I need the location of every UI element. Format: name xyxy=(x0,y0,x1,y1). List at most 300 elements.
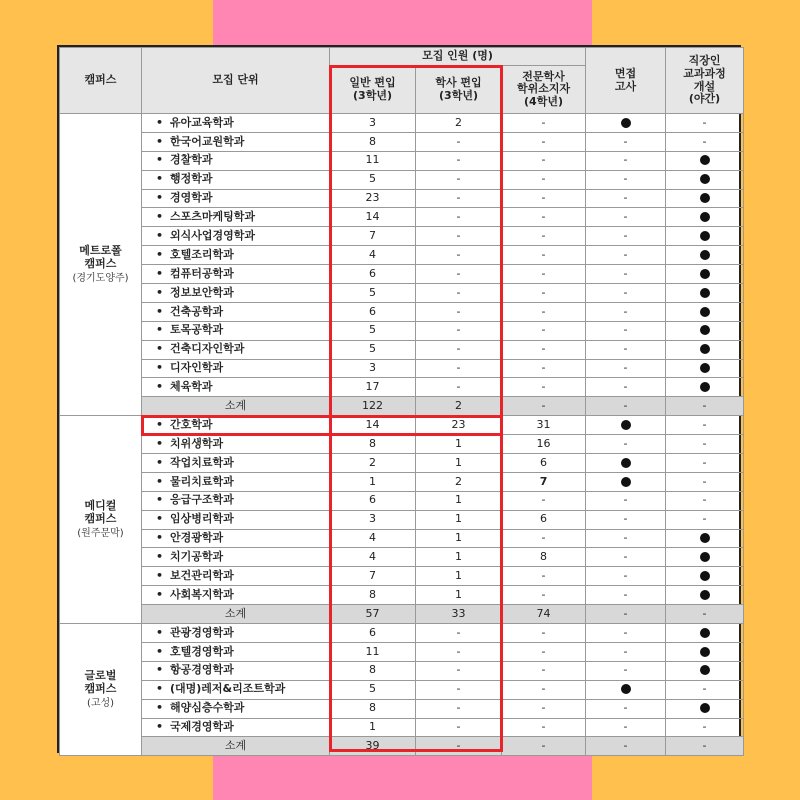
table-row xyxy=(60,680,744,699)
interview-cell: - xyxy=(586,284,666,303)
general-transfer-cell: 17 xyxy=(330,378,416,397)
worker-course-cell xyxy=(666,208,744,227)
filled-circle-icon xyxy=(621,458,631,468)
filled-circle-icon xyxy=(700,231,710,241)
unit-cell xyxy=(142,227,330,246)
bullet-icon: • xyxy=(156,153,164,167)
professional-degree-cell: - xyxy=(502,661,586,680)
interview-cell: - xyxy=(586,642,666,661)
bullet-icon: • xyxy=(156,115,164,129)
professional-degree-cell: - xyxy=(502,265,586,284)
interview-cell: - xyxy=(586,718,666,737)
unit-cell xyxy=(142,208,330,227)
bullet-icon: • xyxy=(156,247,164,261)
bullet-icon: • xyxy=(156,417,164,431)
filled-circle-icon xyxy=(700,325,710,335)
bachelor-transfer-cell: - xyxy=(416,340,502,359)
unit-name: 간호학과 xyxy=(170,417,213,431)
filled-circle-icon xyxy=(700,344,710,354)
header-unit: 모집 단위 xyxy=(142,48,330,114)
unit-name: 스포츠마케팅학과 xyxy=(170,210,256,224)
subtotal-row xyxy=(60,397,744,416)
interview-cell: - xyxy=(586,265,666,284)
professional-degree-cell: 8 xyxy=(502,548,586,567)
general-transfer-cell: 3 xyxy=(330,114,416,133)
table-row xyxy=(60,661,744,680)
worker-course-cell: - xyxy=(666,718,744,737)
bachelor-transfer-cell: - xyxy=(416,699,502,718)
header-campus: 캠퍼스 xyxy=(60,48,142,114)
unit-cell xyxy=(142,529,330,548)
unit-cell xyxy=(142,642,330,661)
bachelor-transfer-cell: 1 xyxy=(416,435,502,454)
filled-circle-icon xyxy=(700,665,710,675)
worker-course-cell xyxy=(666,227,744,246)
worker-course-cell xyxy=(666,642,744,661)
table-row xyxy=(60,567,744,586)
filled-circle-icon xyxy=(700,571,710,581)
unit-cell xyxy=(142,246,330,265)
general-transfer-cell: 8 xyxy=(330,435,416,454)
bullet-icon: • xyxy=(156,512,164,526)
table-row xyxy=(60,586,744,605)
unit-cell xyxy=(142,586,330,605)
bullet-icon: • xyxy=(156,720,164,734)
unit-name: 체육학과 xyxy=(170,380,213,394)
professional-degree-cell: - xyxy=(502,284,586,303)
general-transfer-cell: 5 xyxy=(330,284,416,303)
bachelor-transfer-cell: 1 xyxy=(416,491,502,510)
professional-degree-cell: - xyxy=(502,718,586,737)
unit-name: 컴퓨터공학과 xyxy=(170,266,234,280)
professional-degree-cell: - xyxy=(502,529,586,548)
bullet-icon: • xyxy=(156,172,164,186)
unit-name: 응급구조학과 xyxy=(170,493,234,507)
worker-course-cell: - xyxy=(666,454,744,473)
unit-cell xyxy=(142,359,330,378)
table-row xyxy=(60,510,744,529)
unit-cell xyxy=(142,624,330,643)
table-row xyxy=(60,340,744,359)
table-row xyxy=(60,472,744,491)
bullet-icon: • xyxy=(156,663,164,677)
header-general-transfer: 일반 편입 (3학년) xyxy=(330,66,416,114)
general-transfer-cell: 4 xyxy=(330,548,416,567)
worker-course-cell xyxy=(666,189,744,208)
unit-name: 해양심층수학과 xyxy=(170,701,245,715)
interview-cell: - xyxy=(586,624,666,643)
unit-cell xyxy=(142,151,330,170)
filled-circle-icon xyxy=(700,250,710,260)
interview-cell: - xyxy=(586,227,666,246)
bachelor-transfer-cell: - xyxy=(416,189,502,208)
general-transfer-cell: 8 xyxy=(330,132,416,151)
interview-cell: - xyxy=(586,510,666,529)
subtotal-label: 소계 xyxy=(142,737,330,756)
unit-cell xyxy=(142,321,330,340)
unit-cell xyxy=(142,302,330,321)
subtotal-worker-course: - xyxy=(666,397,744,416)
subtotal-worker-course: - xyxy=(666,605,744,624)
subtotal-bachelor-transfer: 33 xyxy=(416,605,502,624)
general-transfer-cell: 5 xyxy=(330,680,416,699)
bullet-icon: • xyxy=(156,210,164,224)
worker-course-cell: - xyxy=(666,491,744,510)
bachelor-transfer-cell: 23 xyxy=(416,416,502,435)
filled-circle-icon xyxy=(621,477,631,487)
subtotal-bachelor-transfer: 2 xyxy=(416,397,502,416)
filled-circle-icon xyxy=(700,628,710,638)
unit-cell xyxy=(142,378,330,397)
unit-cell xyxy=(142,661,330,680)
unit-cell xyxy=(142,132,330,151)
unit-cell xyxy=(142,718,330,737)
table-row xyxy=(60,699,744,718)
interview-cell: - xyxy=(586,435,666,454)
general-transfer-cell: 5 xyxy=(330,340,416,359)
professional-degree-cell: 6 xyxy=(502,454,586,473)
general-transfer-cell: 6 xyxy=(330,265,416,284)
general-transfer-cell: 1 xyxy=(330,472,416,491)
interview-cell: - xyxy=(586,321,666,340)
unit-cell xyxy=(142,699,330,718)
bullet-icon: • xyxy=(156,550,164,564)
bullet-icon: • xyxy=(156,531,164,545)
worker-course-cell xyxy=(666,567,744,586)
filled-circle-icon xyxy=(621,420,631,430)
professional-degree-cell: - xyxy=(502,170,586,189)
unit-name: 디자인학과 xyxy=(170,361,224,375)
professional-degree-cell: 6 xyxy=(502,510,586,529)
worker-course-cell: - xyxy=(666,132,744,151)
interview-cell: - xyxy=(586,340,666,359)
table-row xyxy=(60,416,744,435)
filled-circle-icon xyxy=(700,382,710,392)
professional-degree-cell: - xyxy=(502,302,586,321)
filled-circle-icon xyxy=(621,684,631,694)
table-row xyxy=(60,718,744,737)
table-row xyxy=(60,265,744,284)
campus-location: (고성) xyxy=(86,697,115,709)
general-transfer-cell: 8 xyxy=(330,661,416,680)
professional-degree-cell: - xyxy=(502,699,586,718)
table-row xyxy=(60,454,744,473)
filled-circle-icon xyxy=(700,647,710,657)
bachelor-transfer-cell: 2 xyxy=(416,114,502,133)
table-row xyxy=(60,114,744,133)
professional-degree-cell: 16 xyxy=(502,435,586,454)
interview-cell: - xyxy=(586,246,666,265)
subtotal-general-transfer: 122 xyxy=(330,397,416,416)
bullet-icon: • xyxy=(156,682,164,696)
unit-name: 항공경영학과 xyxy=(170,663,234,677)
general-transfer-cell: 6 xyxy=(330,491,416,510)
general-transfer-cell: 7 xyxy=(330,227,416,246)
bullet-icon: • xyxy=(156,644,164,658)
general-transfer-cell: 14 xyxy=(330,416,416,435)
bachelor-transfer-cell: - xyxy=(416,378,502,397)
general-transfer-cell: 8 xyxy=(330,586,416,605)
bachelor-transfer-cell: - xyxy=(416,246,502,265)
unit-name: 건축디자인학과 xyxy=(170,342,245,356)
worker-course-cell: - xyxy=(666,472,744,491)
worker-course-cell xyxy=(666,699,744,718)
bullet-icon: • xyxy=(156,304,164,318)
worker-course-cell xyxy=(666,284,744,303)
bachelor-transfer-cell: - xyxy=(416,302,502,321)
worker-course-cell xyxy=(666,529,744,548)
professional-degree-cell: - xyxy=(502,624,586,643)
header-bachelor-transfer: 학사 편입 (3학년) xyxy=(416,66,502,114)
unit-cell xyxy=(142,416,330,435)
subtotal-worker-course: - xyxy=(666,737,744,756)
header-professional-degree: 전문학사 학위소지자 (4학년) xyxy=(502,66,586,114)
interview-cell xyxy=(586,416,666,435)
worker-course-cell: - xyxy=(666,114,744,133)
bachelor-transfer-cell: - xyxy=(416,265,502,284)
unit-name: 호텔경영학과 xyxy=(170,644,234,658)
bachelor-transfer-cell: - xyxy=(416,661,502,680)
worker-course-cell xyxy=(666,151,744,170)
admission-table xyxy=(59,47,744,756)
table-row xyxy=(60,227,744,246)
unit-cell xyxy=(142,189,330,208)
interview-cell: - xyxy=(586,529,666,548)
subtotal-bachelor-transfer: - xyxy=(416,737,502,756)
bullet-icon: • xyxy=(156,493,164,507)
unit-name: 외식사업경영학과 xyxy=(170,228,256,242)
interview-cell: - xyxy=(586,132,666,151)
interview-cell: - xyxy=(586,302,666,321)
table-row xyxy=(60,170,744,189)
unit-name: 사회복지학과 xyxy=(170,587,234,601)
table-row xyxy=(60,378,744,397)
unit-name: 호텔조리학과 xyxy=(170,247,234,261)
general-transfer-cell: 5 xyxy=(330,170,416,189)
bachelor-transfer-cell: - xyxy=(416,642,502,661)
interview-cell: - xyxy=(586,567,666,586)
campus-cell: 메트로폴 캠퍼스 (경기도양주) xyxy=(60,114,142,416)
unit-name: 한국어교원학과 xyxy=(170,134,245,148)
subtotal-interview: - xyxy=(586,737,666,756)
interview-cell: - xyxy=(586,378,666,397)
bullet-icon: • xyxy=(156,701,164,715)
bachelor-transfer-cell: 1 xyxy=(416,529,502,548)
professional-degree-cell: - xyxy=(502,586,586,605)
table-row xyxy=(60,529,744,548)
table-row xyxy=(60,642,744,661)
bullet-icon: • xyxy=(156,191,164,205)
interview-cell: - xyxy=(586,189,666,208)
general-transfer-cell: 3 xyxy=(330,359,416,378)
table-row xyxy=(60,302,744,321)
unit-name: (대명)레저&리조트학과 xyxy=(170,682,286,696)
table-row xyxy=(60,359,744,378)
interview-cell: - xyxy=(586,151,666,170)
professional-degree-cell: - xyxy=(502,680,586,699)
general-transfer-cell: 14 xyxy=(330,208,416,227)
unit-name: 치위생학과 xyxy=(170,436,224,450)
subtotal-professional-degree: 74 xyxy=(502,605,586,624)
filled-circle-icon xyxy=(700,212,710,222)
professional-degree-cell: - xyxy=(502,151,586,170)
interview-cell: - xyxy=(586,661,666,680)
unit-name: 보건관리학과 xyxy=(170,569,234,582)
bullet-icon: • xyxy=(156,474,164,488)
filled-circle-icon xyxy=(700,703,710,713)
campus-cell: 메디컬 캠퍼스 (원주문막) xyxy=(60,416,142,624)
filled-circle-icon xyxy=(700,533,710,543)
worker-course-cell xyxy=(666,340,744,359)
bullet-icon: • xyxy=(156,228,164,242)
bachelor-transfer-cell: - xyxy=(416,284,502,303)
worker-course-cell xyxy=(666,321,744,340)
general-transfer-cell: 6 xyxy=(330,624,416,643)
professional-degree-cell: - xyxy=(502,227,586,246)
unit-cell xyxy=(142,114,330,133)
worker-course-cell xyxy=(666,246,744,265)
campus-location: (원주문막) xyxy=(77,527,124,539)
bachelor-transfer-cell: - xyxy=(416,227,502,246)
general-transfer-cell: 11 xyxy=(330,151,416,170)
unit-name: 행정학과 xyxy=(170,172,213,186)
unit-name: 치기공학과 xyxy=(170,550,224,564)
general-transfer-cell: 3 xyxy=(330,510,416,529)
bachelor-transfer-cell: - xyxy=(416,132,502,151)
table-row xyxy=(60,321,744,340)
unit-cell xyxy=(142,548,330,567)
filled-circle-icon xyxy=(700,174,710,184)
bachelor-transfer-cell: 1 xyxy=(416,586,502,605)
worker-course-cell xyxy=(666,586,744,605)
professional-degree-cell: - xyxy=(502,132,586,151)
bullet-icon: • xyxy=(156,380,164,394)
professional-degree-cell: - xyxy=(502,114,586,133)
worker-course-cell xyxy=(666,359,744,378)
filled-circle-icon xyxy=(700,155,710,165)
professional-degree-cell: - xyxy=(502,359,586,378)
table-row xyxy=(60,189,744,208)
professional-degree-cell: 7 xyxy=(502,472,586,491)
general-transfer-cell: 11 xyxy=(330,642,416,661)
subtotal-row xyxy=(60,605,744,624)
general-transfer-cell: 23 xyxy=(330,189,416,208)
table-body xyxy=(60,114,744,756)
unit-name: 토목공학과 xyxy=(170,323,224,337)
subtotal-interview: - xyxy=(586,397,666,416)
table-row xyxy=(60,491,744,510)
general-transfer-cell: 4 xyxy=(330,529,416,548)
interview-cell: - xyxy=(586,586,666,605)
worker-course-cell xyxy=(666,170,744,189)
unit-cell xyxy=(142,510,330,529)
bullet-icon: • xyxy=(156,285,164,299)
table-row xyxy=(60,284,744,303)
filled-circle-icon xyxy=(700,590,710,600)
worker-course-cell xyxy=(666,624,744,643)
unit-cell xyxy=(142,284,330,303)
table-row xyxy=(60,246,744,265)
interview-cell: - xyxy=(586,208,666,227)
subtotal-label: 소계 xyxy=(142,605,330,624)
unit-name: 경영학과 xyxy=(170,191,213,205)
filled-circle-icon xyxy=(700,193,710,203)
interview-cell xyxy=(586,114,666,133)
subtotal-label: 소계 xyxy=(142,397,330,416)
unit-name: 건축공학과 xyxy=(170,304,224,318)
campus-location: (경기도양주) xyxy=(72,272,129,284)
unit-name: 물리치료학과 xyxy=(170,474,234,488)
general-transfer-cell: 4 xyxy=(330,246,416,265)
bachelor-transfer-cell: - xyxy=(416,718,502,737)
professional-degree-cell: - xyxy=(502,378,586,397)
unit-cell xyxy=(142,340,330,359)
filled-circle-icon xyxy=(700,363,710,373)
bullet-icon: • xyxy=(156,625,164,639)
bullet-icon: • xyxy=(156,361,164,375)
professional-degree-cell: - xyxy=(502,642,586,661)
bullet-icon: • xyxy=(156,266,164,280)
worker-course-cell xyxy=(666,378,744,397)
table-row xyxy=(60,132,744,151)
campus-cell: 글로벌 캠퍼스 (고성) xyxy=(60,624,142,756)
subtotal-interview: - xyxy=(586,605,666,624)
bachelor-transfer-cell: - xyxy=(416,624,502,643)
bullet-icon: • xyxy=(156,323,164,337)
subtotal-general-transfer: 39 xyxy=(330,737,416,756)
admission-table-sheet xyxy=(57,45,741,753)
interview-cell: - xyxy=(586,491,666,510)
worker-course-cell: - xyxy=(666,510,744,529)
table-row xyxy=(60,624,744,643)
unit-name: 작업치료학과 xyxy=(170,455,234,469)
general-transfer-cell: 1 xyxy=(330,718,416,737)
bachelor-transfer-cell: 2 xyxy=(416,472,502,491)
unit-cell xyxy=(142,567,330,586)
bachelor-transfer-cell: 1 xyxy=(416,454,502,473)
interview-cell: - xyxy=(586,699,666,718)
unit-cell xyxy=(142,680,330,699)
table-row xyxy=(60,208,744,227)
bullet-icon: • xyxy=(156,587,164,601)
filled-circle-icon xyxy=(700,288,710,298)
professional-degree-cell: - xyxy=(502,321,586,340)
professional-degree-cell: - xyxy=(502,208,586,227)
worker-course-cell xyxy=(666,548,744,567)
table-row xyxy=(60,435,744,454)
interview-cell: - xyxy=(586,548,666,567)
general-transfer-cell: 2 xyxy=(330,454,416,473)
general-transfer-cell: 6 xyxy=(330,302,416,321)
unit-name: 경찰학과 xyxy=(170,153,213,167)
worker-course-cell xyxy=(666,661,744,680)
professional-degree-cell: 31 xyxy=(502,416,586,435)
unit-cell xyxy=(142,170,330,189)
unit-name: 유아교육학과 xyxy=(170,115,234,129)
general-transfer-cell: 8 xyxy=(330,699,416,718)
worker-course-cell xyxy=(666,265,744,284)
unit-cell xyxy=(142,454,330,473)
unit-name: 국제경영학과 xyxy=(170,720,234,734)
bachelor-transfer-cell: - xyxy=(416,208,502,227)
bachelor-transfer-cell: 1 xyxy=(416,510,502,529)
bachelor-transfer-cell: - xyxy=(416,359,502,378)
professional-degree-cell: - xyxy=(502,189,586,208)
worker-course-cell: - xyxy=(666,680,744,699)
bachelor-transfer-cell: - xyxy=(416,680,502,699)
professional-degree-cell: - xyxy=(502,246,586,265)
filled-circle-icon xyxy=(700,269,710,279)
